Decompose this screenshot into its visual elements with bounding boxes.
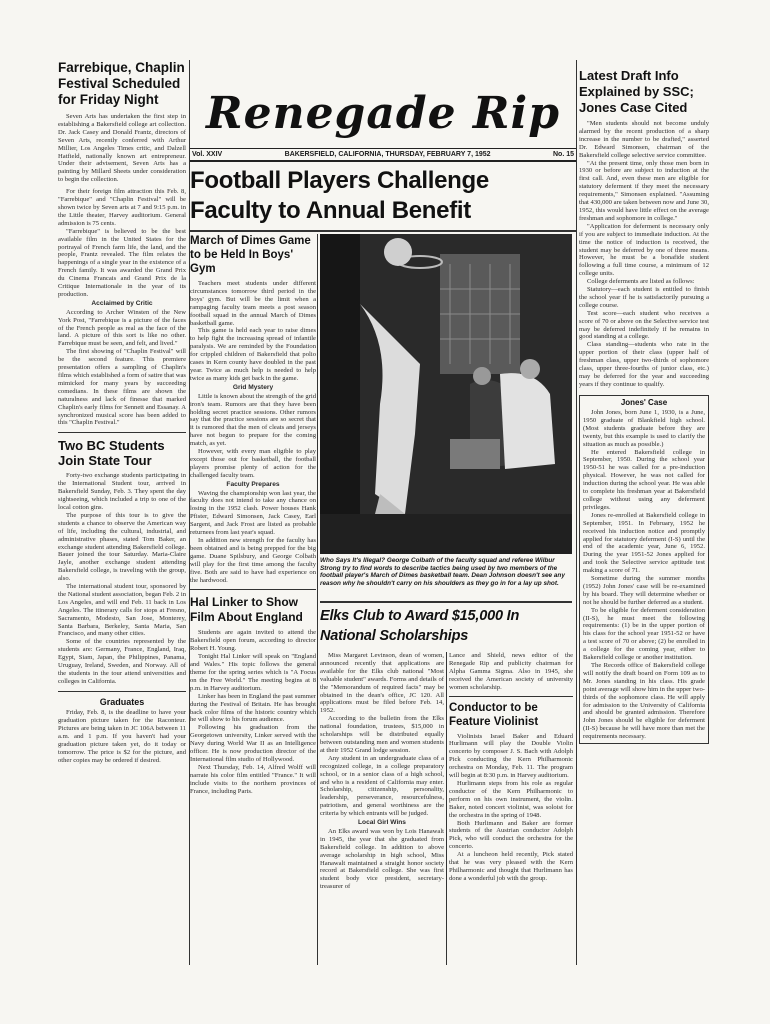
headline-conductor: Conductor to be Feature Violinist <box>449 701 539 728</box>
right-column <box>579 68 709 965</box>
headline-graduates: Graduates <box>99 696 145 707</box>
story-bc-students: Forty-two exchange students participating in the International Student tour, arrived in Bakersfield Sunday, Feb. 3. They spent the day sightseeing, which included a trip to one of the local cotton gins. The purpose of this tour is to give the students a chance to observe the American way of life, including the cultural, industrial, and administrative phases, stated Tom Baker, an exchange student attending Bakersfield college. Bauer joined the tour Saturday. Maria-Claire Jayle, another exchange student attending Bakersfield college, is traveling with the group, also. The international student tour, sponsored by the National student association, began Feb. 2 in Los Angeles, and will end Feb. 11 back in Los Angeles. The itinerary calls for stops at Fresno, Sacramento, Modesto, San Jose, Monterey, Santa Barbara, Berkeley, Santa Maria, San Francisco, and many other cities. Some of the countries represented by the students are: Germany, France, England, Iraq, Egypt, Siam, Japan, the Philippines, Panama, Uruguay, Ireland, Sweden, and Norway. All of the students in the tour attend universities and colleges in California. <box>58 472 186 685</box>
headline-farrebique: Farrebique, Chaplin Festival Scheduled for Friday Night <box>58 60 185 107</box>
subhead-acclaimed: Acclaimed by Critic <box>91 299 153 307</box>
photo-caption: Who Says It's Illegal? George Colbath of the faculty squad and referee Wilbur Strong try to find words to describe tactics being used by two members of the football player's March of Dimes basketball team. Dean Johnson doesn't see any reason why he shouldn't carry on his shoulders as they go in for a lay up shot. <box>320 557 565 587</box>
issue-number: No. 15 <box>552 151 574 158</box>
masthead <box>190 82 576 146</box>
left-column <box>58 60 186 965</box>
elks-headline-block <box>320 606 574 650</box>
march-of-dimes-column <box>190 234 316 965</box>
elks-column-1 <box>320 652 444 965</box>
story-elks: Miss Margaret Levinson, dean of women, announced recently that applications are available for the Elks club national "Most valuable student" awards. Forms and details of the "Memorandum of required facts" may be obtained in the dean's office, JC 120. All applications must be filed before Feb. 14, 1952. According to the bulletin from the Elks national foundation, trustees, $15,000 in scholarships will be distributed equally between outstanding men and women students at their 1952 Grand lodge session. Any student in an undergraduate class of a recognized college, in a college preparatory school, or in a senior class of a high school, and who is a resident of California may enter. Scholarship, citizenship, personality, leadership, perseverance, resourcefulness, patriotism, and general worthiness are the criteria by which entrants will be judged. Local Girl Wins An Elks award was won by Lois Hanawalt in 1945, the year that she graduated from Bakersfield college. In addition to above average scholarship in high school, Miss Hanawalt maintained a straight honor society record at Bakersfield college. She was first student body vice president, secretary-treasurer of <box>320 652 444 891</box>
headline-jones-case: Jones' Case <box>620 397 668 407</box>
dateline: BAKERSFIELD, CALIFORNIA, THURSDAY, FEBRUARY 7, 1952 <box>284 151 491 158</box>
banner <box>190 166 576 228</box>
story-draft: "Men students should not become unduly alarmed by the recent production of a sharp increase in the number to be drafted," asserted Dr. Edward Simonsen, chairman of the Bakersfield college selective service committee. "At the present time, only those men born in 1930 or before are subject to induction at the first call. And, even these men are eligible for statutory deferment if they meet the necessary requirements," Simonsen explained. "Assuming that 430,000 are taken between now and June 30, 1952, this would have little effect on the average freshman and sophomore in college." "Application for deferment is necessary only if you are subject to immediate induction. At the time the notice of induction is received, the student may be deferred by one of three means. However, he must be a bonafide student following a full time course, a minimum of 12 college units. College deferments are listed as follows: Statutory—each student is entitled to finish the school year if he is satisfactorily pursuing a college course. Test score—each student who receives a score of 70 or above on the Selective service test may be deferred indefinitely if he remains in good standing at a college. Class standing—students who rate in the upper portion of their class (upper half of freshman class, upper two-thirds of sophomore class, upper three-fourths of junior class, etc.) may be deferred for the year and succeeding years if they continue to qualify. <box>579 120 709 388</box>
story-jones-case: John Jones, born June 1, 1930, is a June, 1950 graduate of Blankfield high school. (Most students graduate before they are twenty, but this example is used to clarify the situation as much as possible.) He entered Bakersfield college in September, 1950. During the school year 1950-51 he was called for a pre-induction physical. However, he was not called for induction during the school year. He was able to complete his freshman year at Bakersfield college without using any deferment privileges. Jones re-enrolled at Bakersfield college in September, 1951. In February, 1952 he received his induction notice and promptly applied for statutory deferment (I-S) until the end of the academic year, June 6, 1952. During the year 1951-52 Jones applied for and took the Selective service aptitude test making a score of 71. Sometime during the summer months (1952) John Jones' case will be re-examined by his board. They will determine whether or not he should be further deferred as a student. To be eligible for deferment consideration (II-S), he must meet the following requirements: (1) be in the upper portion of his class for the school year 1951-52 or have a test score of 70 or above; (2) be enrolled in a college for the coming year, either to Bakersfield college or another institution. The Records office of Bakersfield college will notify the draft board on Form 109 as to Mr. Jones standing in his class. His grade point average will show him in the upper two-thirds of the sophomore class. He will apply for admission to the University of California and should be granted admission. Therefore John Jones should be eligible for deferment (II-S) because he will have more than met the requirements necessary. <box>583 409 705 741</box>
photo-image <box>320 234 572 554</box>
dateline-bar <box>190 148 576 162</box>
volume: Vol. XXIV <box>192 151 223 158</box>
masthead-title: Renegade Rip <box>206 88 560 139</box>
banner-headline: Football Players Challenge Faculty to Annual Benefit <box>190 167 489 224</box>
story-graduates: Friday, Feb. 8, is the deadline to have your graduation picture taken for the Raconteur. Pictures are being taken in JC 106A between 11 a.m. and 1 p.m. If you haven't had your graduation picture taken yet, do it today or tomorrow. The price is $2 for the picture, and other copies may be ordered if desired. <box>58 709 186 764</box>
headline-hal-linker: Hal Linker to Show Film About England <box>190 595 303 625</box>
elks-column-2: Lance and Shield, news editor of the Renegade Rip and publicity chairman for Alpha Gamma Sigma. Also in 1945, she received the American society of university women scholarship. Conductor to be Feature Violinist Violinists Israel Baker and Eduard Hurlimann will play the Double Violin concerto by composer J. S. Bach with Adolph Pick conducting the Kern Philharmonic orchestra on Monday, Feb. 11. The program will begin at 8:30 p.m. in Harvey auditorium. Hurlimann steps from his role as regular conductor of the Kern Philharmonic to perform on his own instrument, the violin. Baker, noted concert violinist, was soloist for the orchestra in the spring of 1948. Both Hurlimann and Baker are former students of the Austrian conductor Adolph Pick, who will conduct the orchestra for the concerto. At a luncheon held recently, Pick stated that he was very pleased with the Kern Philharmonic and thought that Hurlimann has done a wonderful job with the group. <box>449 652 573 882</box>
headline-elks: Elks Club to Award $15,000 In National Scholarships <box>320 608 520 644</box>
headline-draft: Latest Draft Info Explained by SSC; Jones Case Cited <box>579 68 694 115</box>
headline-bc-students: Two BC Students Join State Tour <box>58 438 165 469</box>
headline-march-of-dimes: March of Dimes Game to be Held In Boys' Gym <box>190 235 311 275</box>
story-farrebique: Seven Arts has undertaken the first step in establishing a Bakersfield college art collection. Dr. Jack Casey and Donald Frantz, directors of Seven Arts, recently conferred with Arthur Millier, Los Angeles Times critic, and Dalzell Hatfield, nationally known art entrepreneur. Under their advisement, Seven Arts has a painting by Millard Sheets under consideration to begin the collection. For their foreign film attraction this Feb. 8, "Farrebique" and "Chaplin Festival" will be shown twice by Seven arts at 7 and 9:15 p.m. in the Little theater, Harvey auditorium. General admission is 75 cents. "Farrebique" is believed to be the best available film in the United States for the portrayal of French farm life, the land, and the people, Frantz revealed. The film relates the happenings of a single year in the existence of a French family. It was awarded the Grand Prix du Cinema Francais and Grand Prix de la Critique Internationale in the year of its production. Acclaimed by Critic According to Archer Winsten of the New York Post, "Farrebique is a picture of the faces of the French people as real as the face of the land. A picture of this sort is like no other. Farrebique must be seen, and felt, and lived." The first showing of "Chaplin Festival" will be the second feature. This premiere presentation offers a sampling of Chaplin's films which established a form of satire that was mimicked for many years by succeeding comedians. In these films are shown the naturalness and lack of finesse that marked Chaplin's early films for Sennett and Essanay. A synchronized musical score has been added to this "Chaplin Festival." <box>58 113 186 427</box>
story-conductor: Violinists Israel Baker and Eduard Hurlimann will play the Double Violin concerto by composer J. S. Bach with Adolph Pick conducting the Kern Philharmonic orchestra on Monday, Feb. 11. The program will begin at 8:30 p.m. in Harvey auditorium. Hurlimann steps from his role as regular conductor of the Kern Philharmonic to perform on his own instrument, the violin. Baker, noted concert violinist, was soloist for the orchestra in the spring of 1948. Both Hurlimann and Baker are former students of the Austrian conductor Adolph Pick, who will conduct the orchestra for the concerto. At a luncheon held recently, Pick stated that he was very pleased with the Kern Philharmonic and thought that Hurlimann has done a wonderful job with the group. <box>449 732 573 882</box>
story-march-of-dimes: Teachers meet students under different circumstances tomorrow third period in the boys' gym. But will be the limit when a rampaging faculty team meets a post season football squad in the annual March of Dimes basketball game. This game is held each year to raise dimes to help fight the increasing spread of infantile paralysis. We are reminded by the Foundation for crippled children of Bakersfield that polio cases in Kern county have doubled in the past year. Twice as much help is needed to help twice as many kids get back in the game. Grid Mystery Little is known about the strength of the grid iron's team. Rumors are that they have been holding secret practice sessions. Other rumors say that the practice sessions are so secret that it is rumored that the men of cleats and jerseys have not begun to prepare for the coming match, as yet. However, with every man eligible to play except those out for basketball, the football players promise plenty of action for the challenged faculty team. Faculty Prepares Waving the championship won last year, the faculty does not intend to take any chance on losing in the 1952 clash. Power houses Hank Pfister, Edward Simonsen, Jack Casey, Earl Sargent, and Jack Frost are listed as probable returnees from last year's squad. In addition new strength for the faculty has been obtained and is being prepped for the big game. Duane Spilsbury, and George Colbath will play for the first time among the faculty five. Both are said to have had experience on the hardwood. <box>190 280 316 584</box>
story-hal-linker: Students are again invited to attend the Bakersfield open forum, according to director Robert H. Young. Tonight Hal Linker will speak on "England and Wales." His topic follows the general theme for the spring series which is "A Focus on the Free World." The meeting begins at 8 p.m. in Harvey auditorium. Linker has been in England the past summer during the Festival of Britain. He has brought back color films of the historic country which he will show to his forum audience. Following his graduation from the Georgetown university, Linker served with the Navy during World War II as an Intelligence officer. He is now production director of the International film studio of Hollywood. Next Thursday, Feb. 14, Alfred Wolff will narrate his color film entitled "France." It will include visits to the northern provinces of France, including Paris. <box>190 629 316 795</box>
jones-case-box <box>579 395 709 744</box>
basketball-photo <box>320 234 572 554</box>
